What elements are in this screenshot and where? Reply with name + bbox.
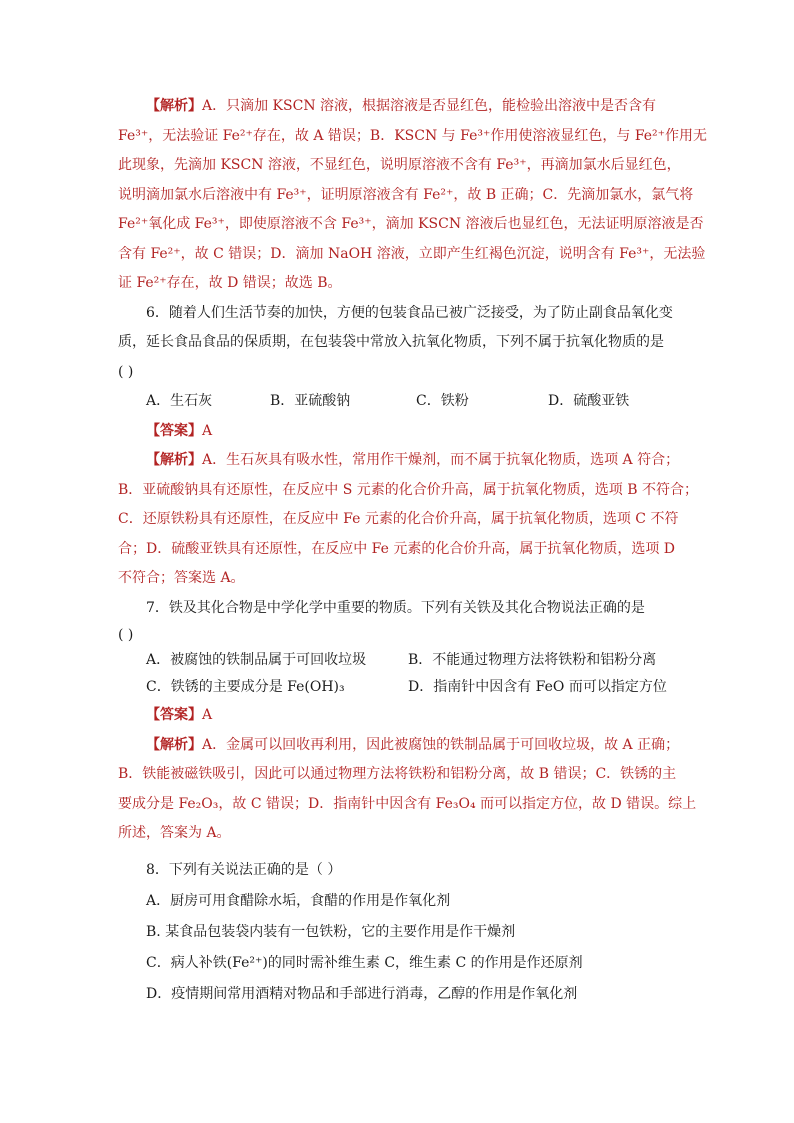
q8-option-b: B. 某食品包装袋内装有一包铁粉，它的主要作用是作干燥剂 [146,923,516,940]
q7-answer-value: A [202,707,213,723]
q6-analysis-line-2: B．亚硫酸钠具有还原性，在反应中 S 元素的化合价升高，属于抗氧化物质，选项 B 不符合； [118,481,698,498]
q7-option-b: B．不能通过物理方法将铁粉和铝粉分离 [408,652,657,668]
q5-analysis-line-5: Fe²⁺氧化成 Fe³⁺，即使原溶液不含 Fe³⁺，滴加 KSCN 溶液后也显红色，无法证明原溶液是否 [118,216,704,232]
q5-analysis-line-6: 含有 Fe²⁺，故 C 错误；D．滴加 NaOH 溶液，立即产生红褐色沉淀，说明含有 Fe³⁺，无法验 [118,245,706,262]
answer-tag: 【答案】 [146,707,202,723]
q7-analysis-line-1: 【解析】A．金属可以回收再利用，因此被腐蚀的铁制品属于可回收垃圾，故 A 正确； [146,736,680,753]
q7-option-c: C．铁锈的主要成分是 Fe(OH)₃ [146,679,345,695]
q5-analysis-line-1: 【解析】A．只滴加 KSCN 溶液，根据溶液是否显红色，能检验出溶液中是否含有 [146,98,657,114]
q7-analysis-line-2: B．铁能被磁铁吸引，因此可以通过物理方法将铁粉和铝粉分离，故 B 错误；C．铁锈的主 [118,766,677,782]
q7-options-row-1 [118,647,678,674]
q6-option-b: B．亚硫酸钠 [270,393,351,409]
q8-stem: 8．下列有关说法正确的是（ ） [146,861,342,878]
question-7 [118,594,697,849]
q5-analysis-line-4: 说明滴加氯水后溶液中有 Fe³⁺，证明原溶液含有 Fe²⁺，故 B 正确；C．先滴加氯水，氯气将 [118,186,694,203]
q6-stem-line-1: 6．随着人们生活节奏的加快，方便的包装食品已被广泛接受，为了防止副食品氧化变 [146,304,673,321]
question-6 [118,299,698,594]
question-8 [118,855,678,1010]
q6-answer-value: A [202,422,213,439]
q7-analysis-line-4: 所述，答案为 A。 [118,825,231,841]
analysis-tag: 【解析】 [146,98,202,114]
q5-analysis-line-3: 此现象，先滴加 KSCN 溶液，不显红色，说明原溶液不含有 Fe³⁺，再滴加氯水后显红色， [118,157,681,173]
q7-stem: 7．铁及其化合物是中学化学中重要的物质。下列有关铁及其化合物说法正确的是 [146,599,645,616]
q8-option-a: A．厨房可用食醋除水垢，食醋的作用是作氧化剂 [146,892,451,909]
q8-option-d: D．疫情期间常用酒精对物品和手部进行消毒，乙醇的作用是作氧化剂 [146,985,578,1002]
answer-tag: 【答案】 [146,422,202,439]
q7-option-a: A．被腐蚀的铁制品属于可回收垃圾 [146,652,367,668]
q5-analysis-line-2: Fe³⁺，无法验证 Fe²⁺存在，故 A 错误；B．KSCN 与 Fe³⁺作用使溶液显红色，与 Fe²⁺作用无 [118,127,708,144]
q5-analysis-line-7: 证 Fe²⁺存在，故 D 错误；故选 B。 [118,275,342,291]
q7-answer [118,701,678,731]
q7-analysis-line-3: 要成分是 Fe₂O₃，故 C 错误；D．指南针中因含有 Fe₃O₄ 而可以指定方位，故 D 错误。综上 [118,795,697,812]
q7-options-row-2 [118,674,678,701]
q5-analysis [118,92,708,299]
q6-option-a: A．生石灰 [146,393,213,409]
q6-analysis-line-1: 【解析】A．生石灰具有吸水性，常用作干燥剂，而不属于抗氧化物质，选项 A 符合； [146,452,680,468]
analysis-tag: 【解析】 [146,452,202,468]
analysis-tag: 【解析】 [146,736,202,753]
q7-option-d: D．指南针中因含有 FeO 而可以指定方位 [408,679,667,695]
q6-analysis-line-4: 合；D．硫酸亚铁具有还原性，在反应中 Fe 元素的化合价升高，属于抗氧化物质，选项 D [118,540,676,557]
q6-analysis-line-3: C．还原铁粉具有还原性，在反应中 Fe 元素的化合价升高，属于抗氧化物质，选项 C 不符 [118,511,679,527]
q8-option-c: C．病人补铁(Fe²⁺)的同时需补维生素 C，维生素 C 的作用是作还原剂 [146,954,583,971]
document-page [118,92,708,1010]
q7-paren: ( ) [118,627,134,643]
q6-answer [118,417,678,447]
q6-option-d: D．硫酸亚铁 [548,393,630,409]
q6-analysis-line-5: 不符合；答案选 A。 [118,570,245,586]
q6-paren: ( ) [118,363,134,380]
q6-stem-line-2: 质，延长食品食品的保质期，在包装袋中常放入抗氧化物质，下列不属于抗氧化物质的是 [118,334,664,350]
q6-option-c: C．铁粉 [416,393,469,409]
q6-options [118,387,678,417]
